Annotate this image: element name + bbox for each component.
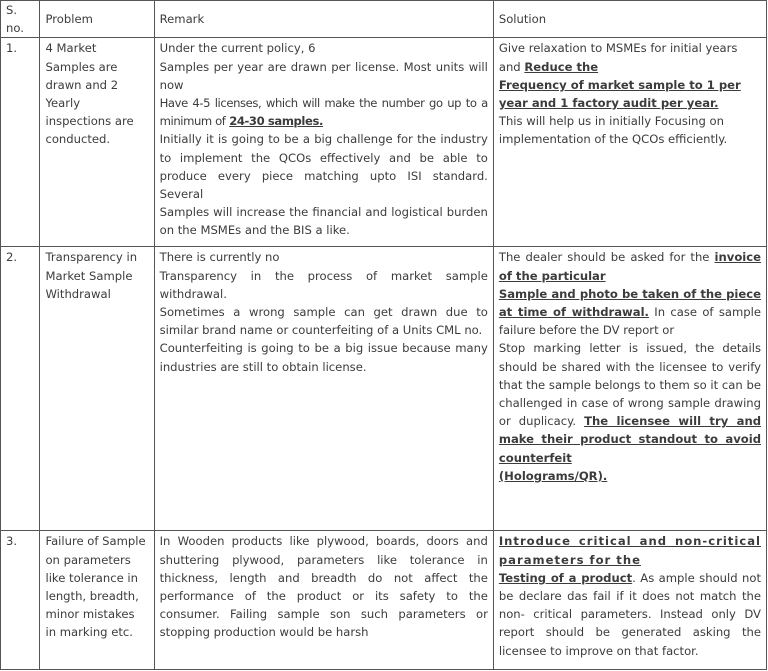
solution-highlight: invoice of the particular bbox=[498, 250, 762, 283]
remark-line: Samples will increase the financial and logistical burden on the MSMEs and the BIS a like. bbox=[159, 205, 488, 238]
header-solution: Solution bbox=[493, 1, 766, 38]
table-row bbox=[1, 531, 767, 670]
remark-line: Have 4-5 licenses, which will make the number go up to a minimum of bbox=[159, 96, 488, 129]
solution-line: The dealer should be asked for the bbox=[498, 250, 710, 265]
table-row bbox=[1, 38, 767, 247]
row-1-solution bbox=[493, 38, 766, 247]
solution-highlight: Frequency of market sample to 1 per year and 1 factory audit per year. bbox=[498, 77, 741, 111]
solution-line-group bbox=[499, 285, 761, 340]
solution-line: . As ample should not be declare das fail if it does not match the non- critical parameters. Instead only DV report should be generated asking the licensee to improve on that factor. bbox=[498, 570, 761, 658]
row-2-remark bbox=[154, 247, 493, 531]
remark-highlight: 24-30 samples. bbox=[229, 114, 323, 129]
solution-line-group bbox=[499, 248, 761, 284]
solution-line: Give relaxation to MSMEs for initial years and bbox=[498, 41, 738, 74]
row-3-remark: In Wooden products like plywood, boards, doors and shuttering plywood, parameters like tolerance in thickness, length and breadth do not affect the performance of the product or its safety to the consumer. Failing sample son such parameters or stopping production would be harsh bbox=[154, 531, 493, 670]
remark-line: Sometimes a wrong sample can get drawn due to similar brand name or counterfeiting of a Units CML no. bbox=[159, 305, 488, 338]
remark-line: Transparency in the process of market sample withdrawal. bbox=[159, 268, 488, 301]
solution-highlight: Introduce critical and non-critical parameters for the bbox=[498, 534, 761, 567]
solution-line-group bbox=[499, 339, 761, 466]
row-1-problem: 4 Market Samples are drawn and 2 Yearly inspections are conducted. bbox=[40, 38, 154, 247]
table-row bbox=[1, 247, 767, 531]
remark-line: Samples per year are drawn per license. Most units will now bbox=[159, 59, 488, 92]
remark-line: Counterfeiting is going to be a big issue because many industries are still to obtain license. bbox=[159, 341, 488, 374]
solution-highlight: Testing of a product bbox=[498, 570, 633, 585]
solution-highlight: (Holograms/QR). bbox=[498, 468, 608, 483]
remark-line-group bbox=[160, 94, 488, 130]
header-problem: Problem bbox=[40, 1, 154, 38]
solution-line: Stop marking letter is issued, the details should be shared with the licensee to verify that the sample belongs to them so it can be challenged in case of wrong sample drawing or duplicacy. bbox=[498, 341, 761, 429]
solution-highlight: Sample and photo be taken of the piece at time of withdrawal. bbox=[498, 286, 761, 320]
solution-highlight: Reduce the bbox=[524, 59, 599, 74]
row-3-problem: Failure of Sample on parameters like tolerance in length, breadth, minor mistakes in marking etc. bbox=[40, 531, 154, 670]
solution-line-group bbox=[499, 569, 761, 660]
row-3-solution bbox=[493, 531, 766, 670]
row-3-sno: 3. bbox=[1, 531, 40, 670]
row-2-sno: 2. bbox=[1, 247, 40, 531]
solution-line: This will help us in initially Focusing on implementation of the QCOs efficiently. bbox=[498, 114, 728, 147]
row-1-sno: 1. bbox=[1, 38, 40, 247]
solution-highlight: The licensee will try and make their product standout to avoid counterfeit bbox=[498, 414, 762, 465]
row-2-problem: Transparency in Market Sample Withdrawal bbox=[40, 247, 154, 531]
solution-line-group bbox=[499, 39, 761, 75]
header-remark: Remark bbox=[154, 1, 493, 38]
remark-line: Initially it is going to be a big challenge for the industry to implement the QCOs effectively and be able to produce every piece matching upto ISI standard. Several bbox=[159, 132, 488, 202]
remark-line: Under the current policy, 6 bbox=[159, 41, 316, 56]
header-sno: S. no. bbox=[1, 1, 40, 38]
solution-line: In case of sample failure before the DV report or bbox=[498, 305, 761, 338]
row-1-remark bbox=[154, 38, 493, 247]
remark-line: There is currently no bbox=[159, 250, 280, 265]
header-row bbox=[1, 1, 767, 38]
row-2-solution bbox=[493, 247, 766, 531]
